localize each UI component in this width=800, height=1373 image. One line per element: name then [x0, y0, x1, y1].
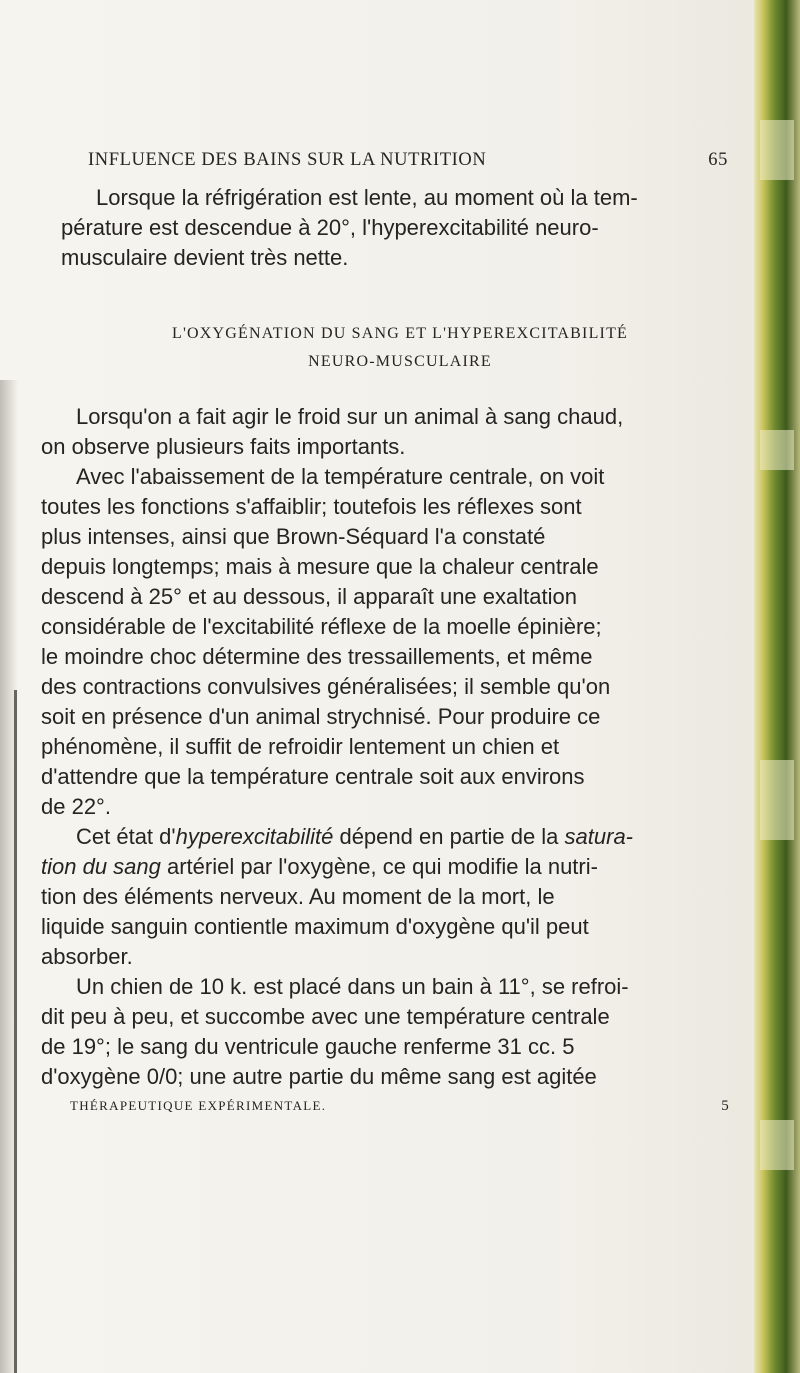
text-line: considérable de l'excitabilité réflexe de la moelle épinière;: [41, 614, 602, 639]
italic-term: tion du sang: [41, 854, 161, 879]
edge-mark: [760, 1120, 794, 1170]
section-heading-continued: NEURO-MUSCULAIRE: [308, 353, 492, 370]
text-line: absorber.: [41, 944, 133, 969]
text-run: artériel par l'oxygène, ce qui modifie la nutri-: [160, 854, 598, 879]
text-line: Lorsqu'on a fait agir le froid sur un animal à sang chaud,: [76, 404, 624, 429]
spine-line: [14, 690, 17, 1373]
text-line: on observe plusieurs faits importants.: [41, 434, 406, 459]
text-line: dit peu à peu, et succombe avec une température centrale: [41, 1004, 610, 1029]
text-line: d'attendre que la température centrale soit aux environs: [41, 764, 585, 789]
text-line: des contractions convulsives généralisées; il semble qu'on: [41, 674, 611, 699]
text-line: le moindre choc détermine des tressaillements, et même: [41, 644, 593, 669]
italic-term: satura-: [564, 824, 634, 849]
text-run: dépend en partie de la: [333, 824, 565, 849]
page-edge-strip: [754, 0, 800, 1373]
edge-mark: [760, 760, 794, 840]
text-line: de 22°.: [41, 794, 111, 819]
text-line: depuis longtemps; mais à mesure que la chaleur centrale: [41, 554, 599, 579]
text-line: Un chien de 10 k. est placé dans un bain à 11°, se refroi-: [76, 974, 629, 999]
text-line: Lorsque la réfrigération est lente, au moment où la tem-: [96, 185, 638, 210]
text-line: musculaire devient très nette.: [61, 245, 349, 270]
text-line: [76, 823, 633, 851]
signature-mark: 5: [721, 1098, 730, 1114]
page-number: 65: [708, 150, 728, 170]
text-run: Cet état d': [76, 824, 176, 849]
edge-mark: [760, 430, 794, 470]
running-title: INFLUENCE DES BAINS SUR LA NUTRITION: [88, 150, 487, 170]
text-line: pérature est descendue à 20°, l'hyperexcitabilité neuro-: [61, 215, 599, 240]
signature-title: THÉRAPEUTIQUE EXPÉRIMENTALE.: [70, 1098, 327, 1113]
text-line: toutes les fonctions s'affaiblir; toutefois les réflexes sont: [41, 494, 582, 519]
edge-mark: [760, 120, 794, 180]
italic-term: hyperexcitabilité: [175, 824, 334, 849]
text-line: [41, 853, 598, 881]
text-line: de 19°; le sang du ventricule gauche renferme 31 cc. 5: [41, 1034, 575, 1059]
text-line: d'oxygène 0/0; une autre partie du même sang est agitée: [41, 1064, 597, 1089]
text-line: phénomène, il suffit de refroidir lentement un chien et: [41, 734, 560, 759]
section-heading: L'OXYGÉNATION DU SANG ET L'HYPEREXCITABILITÉ: [171, 325, 629, 342]
text-line: Avec l'abaissement de la température centrale, on voit: [76, 464, 605, 489]
text-line: plus intenses, ainsi que Brown-Séquard l'a constaté: [41, 524, 546, 549]
text-line: soit en présence d'un animal strychnisé. Pour produire ce: [41, 704, 601, 729]
text-line: descend à 25° et au dessous, il apparaît une exaltation: [41, 584, 577, 609]
text-line: liquide sanguin contientle maximum d'oxygène qu'il peut: [41, 914, 589, 939]
text-line: tion des éléments nerveux. Au moment de la mort, le: [41, 884, 555, 909]
